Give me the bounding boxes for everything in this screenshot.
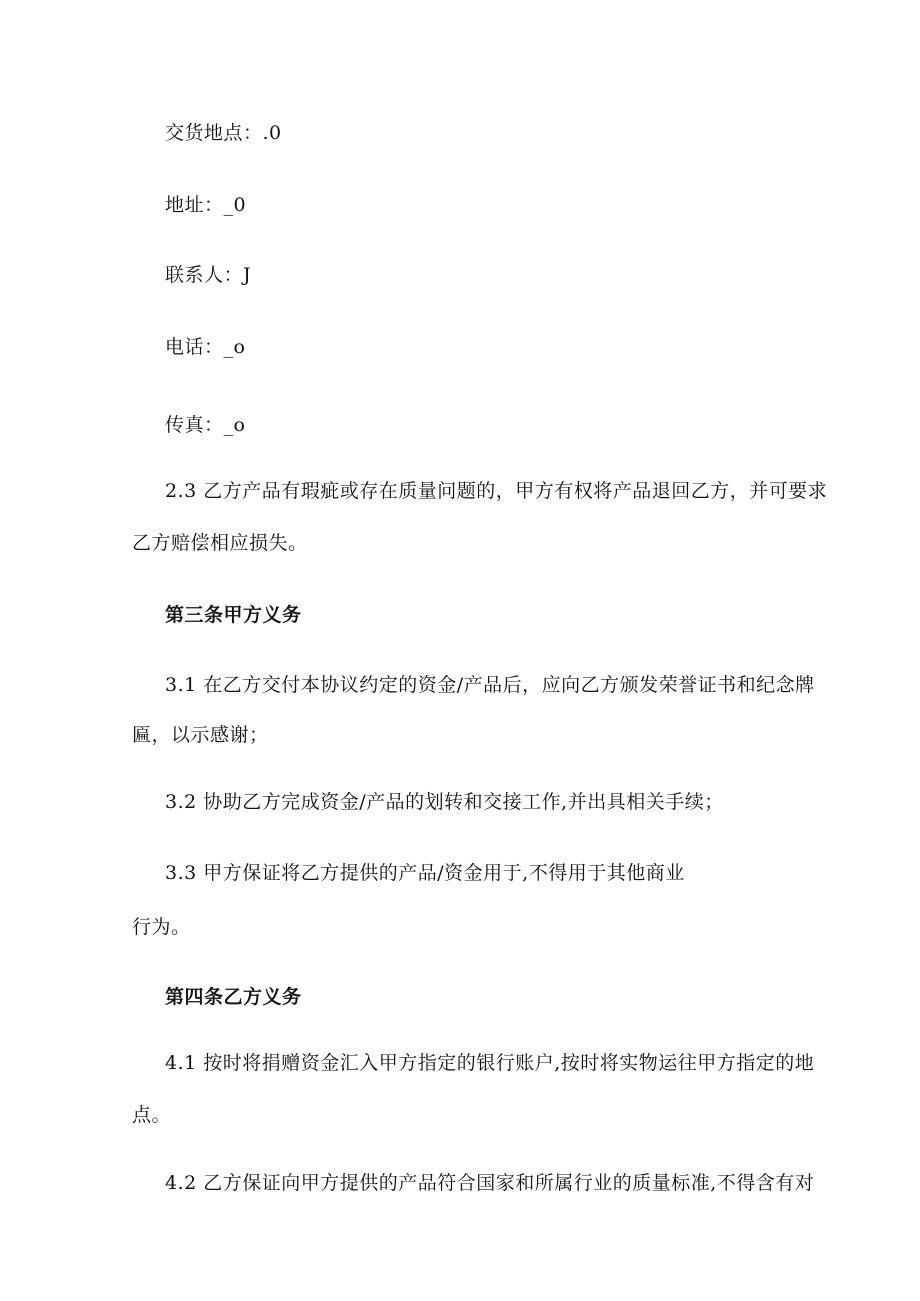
clause-2-3-line-1: 2.3 乙方产品有瑕疵或存在质量问题的，甲方有权将产品退回乙方，并可要求 (165, 480, 828, 502)
clause-4-1-line-1: 4.1 按时将捐赠资金汇入甲方指定的银行账户,按时将实物运往甲方指定的地 (165, 1052, 815, 1074)
article-3-heading: 第三条甲方义务 (165, 604, 302, 626)
clause-4-1-line-2: 点。 (132, 1104, 172, 1126)
address-line: 地址：_0 (165, 194, 247, 216)
clause-3-1-line-2: 匾，以示感谢； (132, 724, 269, 746)
clause-3-3-line-2: 行为。 (132, 916, 191, 938)
article-4-heading: 第四条乙方义务 (165, 986, 302, 1008)
delivery-place-line: 交货地点：.0 (165, 122, 282, 144)
fax-line: 传真：_o (165, 414, 246, 436)
clause-3-3-line-1: 3.3 甲方保证将乙方提供的产品/资金用于,不得用于其他商业 (165, 862, 685, 884)
clause-4-2-line-1: 4.2 乙方保证向甲方提供的产品符合国家和所属行业的质量标准,不得含有对 (165, 1172, 815, 1194)
phone-line: 电话：_o (165, 336, 246, 358)
contact-person-line: 联系人：J (165, 264, 252, 286)
clause-3-1-line-1: 3.1 在乙方交付本协议约定的资金/产品后，应向乙方颁发荣誉证书和纪念牌 (165, 674, 815, 696)
clause-3-2: 3.2 协助乙方完成资金/产品的划转和交接工作,并出具相关手续； (165, 791, 724, 813)
clause-2-3-line-2: 乙方赔偿相应损失。 (132, 532, 308, 554)
